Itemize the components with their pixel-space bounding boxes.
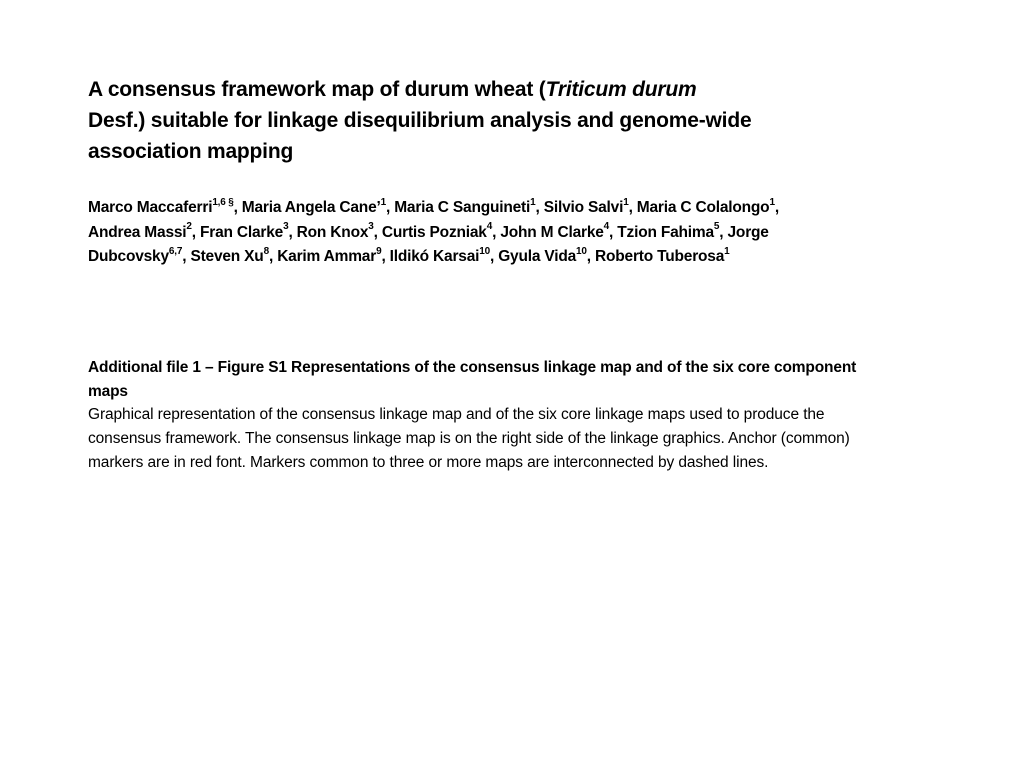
author-entry: [381, 221, 493, 241]
author-affiliation: 1: [380, 196, 386, 208]
author-name: Roberto Tuberosa: [595, 248, 725, 265]
author-name: Marco Maccaferri: [88, 199, 213, 216]
figure-caption-heading: Additional file 1 – Figure S1 Representations of the consensus linkage map and of the six core component maps: [88, 359, 857, 400]
author-name: Andrea Massi: [88, 223, 187, 241]
author-entry: [543, 196, 629, 216]
author-name: Tzion Fahima: [617, 223, 714, 241]
title-part-2: Desf.) suitable for linkage disequilibrium analysis and genome-wide association mapping: [88, 109, 752, 163]
author-entry: [190, 245, 269, 265]
author-affiliation: 1: [724, 245, 730, 257]
author-affiliation: 4: [486, 221, 493, 233]
author-affiliation: 3: [283, 221, 289, 233]
author-affiliation: 3: [368, 221, 374, 233]
author-name: Silvio Salvi: [543, 199, 624, 216]
author-entry: [199, 221, 289, 241]
author-affiliation: 10: [576, 245, 587, 257]
author-entry: [389, 245, 490, 265]
title-species-name: Triticum durum: [545, 78, 697, 101]
author-list: Marco Maccaferri$^{1,6 \S}$, Maria Angela Cane’$^1$, Maria C Sanguineti$^1$, Silvio Salvi$^1$, Maria C Colalongo$^1$, Andrea Massi$^2$, Fran Clarke$^3$, Ron Knox$^3$, Curtis Pozniak$^4$, John M Clarke$^4$, Tzion Fahima$^5$, Jorge Dubcovsky$^{6,7}$, Steven Xu$^8$, Karim Ammar$^9$, Ildikó Karsai$^{10}$, Gyula Vida$^{10}$, Roberto Tuberosa$^1$: [88, 196, 779, 265]
author-name: Jorge Dubcovsky: [88, 223, 769, 265]
author-affiliation: 1: [769, 196, 775, 208]
author-affiliation: 9: [376, 245, 382, 257]
author-entry: [88, 196, 234, 216]
author-name: Gyula Vida: [498, 248, 577, 265]
author-entry: [394, 196, 536, 216]
author-name: Ron Knox: [296, 223, 369, 241]
figure-caption-body: Graphical representation of the consensus linkage map and of the six core linkage maps used to produce the consensus framework. The consensus linkage map is on the right side of the linkage graphics. Anchor (common) markers are in red font. Markers common to three or more maps are interconnected by dashed lines.: [88, 406, 850, 471]
author-affiliation: 2: [186, 221, 192, 233]
author-affiliation: 1,6 §: [212, 196, 234, 208]
author-name: Maria Angela Cane’: [241, 199, 381, 216]
author-affiliation: 5: [713, 221, 720, 233]
author-entry: [277, 245, 382, 265]
author-name: Ildikó Karsai: [389, 248, 480, 265]
author-entry: [500, 221, 610, 241]
paper-title: [88, 74, 758, 167]
title-part-1: A consensus framework map of durum wheat (: [88, 78, 546, 101]
author-entry: [498, 245, 587, 265]
author-entry: [636, 196, 775, 216]
author-affiliation: 4: [603, 221, 610, 233]
author-affiliation: 8: [263, 245, 269, 257]
author-name: Maria C Sanguineti: [394, 199, 531, 216]
author-name: Curtis Pozniak: [381, 223, 487, 241]
author-entry: [241, 196, 386, 216]
author-name: John M Clarke: [500, 223, 604, 241]
author-entry: [296, 221, 374, 241]
author-name: Fran Clarke: [199, 223, 284, 241]
author-entry: [595, 245, 730, 265]
author-entry: [88, 221, 192, 241]
author-affiliation: 6,7: [168, 245, 183, 257]
author-name: Maria C Colalongo: [636, 199, 770, 216]
author-entry: [617, 221, 720, 241]
author-affiliation: 1: [530, 196, 536, 208]
author-name: Karim Ammar: [277, 248, 377, 265]
author-affiliation: 1: [623, 196, 629, 208]
author-affiliation: 10: [479, 245, 490, 257]
author-name: Steven Xu: [190, 248, 264, 265]
